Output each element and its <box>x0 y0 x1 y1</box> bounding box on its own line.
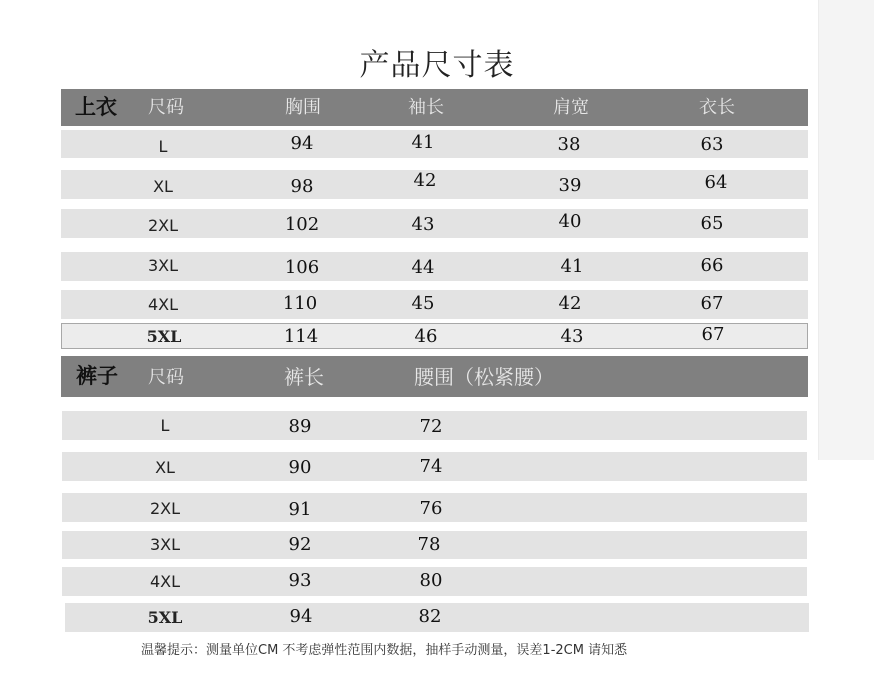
pants-header-length: 裤长 <box>284 365 324 389</box>
chest-cell: 110 <box>282 293 318 314</box>
length-cell: 67 <box>700 293 724 314</box>
waist-cell: 72 <box>419 416 443 437</box>
size-cell: L <box>160 416 170 435</box>
length-cell: 66 <box>700 255 724 276</box>
table-row <box>61 170 808 199</box>
pants-length-cell: 91 <box>288 499 312 520</box>
table-row <box>65 603 809 632</box>
tops-header-size: 尺码 <box>148 97 184 118</box>
sleeve-cell: 46 <box>414 326 438 347</box>
size-cell: 4XL <box>149 572 181 591</box>
tops-header-length: 衣长 <box>699 97 735 118</box>
chest-cell: 94 <box>290 133 314 154</box>
table-row <box>61 323 808 349</box>
pants-header-size: 尺码 <box>148 367 184 388</box>
size-cell: 4XL <box>147 295 179 314</box>
chest-cell: 98 <box>290 176 314 197</box>
table-row <box>61 290 808 319</box>
tops-category-label: 上衣 <box>75 95 117 119</box>
tops-header-sleeve: 袖长 <box>408 97 444 118</box>
shoulder-cell: 42 <box>558 293 582 314</box>
tops-header <box>61 89 808 126</box>
table-row <box>62 567 807 596</box>
waist-cell: 76 <box>419 498 443 519</box>
pants-length-cell: 94 <box>289 606 313 627</box>
sleeve-cell: 41 <box>411 132 435 153</box>
pants-length-cell: 89 <box>288 416 312 437</box>
pants-length-cell: 92 <box>288 534 312 555</box>
length-cell: 67 <box>701 324 725 345</box>
shoulder-cell: 41 <box>560 256 584 277</box>
size-cell: L <box>158 137 168 156</box>
table-row <box>61 209 808 238</box>
table-row <box>62 493 807 522</box>
length-cell: 64 <box>704 172 728 193</box>
chest-cell: 114 <box>283 326 319 347</box>
sleeve-cell: 43 <box>411 214 435 235</box>
table-row <box>62 531 807 559</box>
tops-header-shoulder: 肩宽 <box>553 97 589 118</box>
sleeve-cell: 45 <box>411 293 435 314</box>
pants-header <box>61 356 808 397</box>
size-cell: XL <box>153 177 173 196</box>
waist-cell: 74 <box>419 456 443 477</box>
shoulder-cell: 39 <box>558 175 582 196</box>
pants-length-cell: 90 <box>288 457 312 478</box>
size-cell: 3XL <box>147 256 179 275</box>
shoulder-cell: 43 <box>560 326 584 347</box>
waist-cell: 78 <box>417 534 441 555</box>
table-row <box>62 452 807 481</box>
length-cell: 63 <box>700 134 724 155</box>
shoulder-cell: 40 <box>558 211 582 232</box>
measurement-note: 温馨提示：测量单位CM 不考虑弹性范围内数据，抽样手动测量，误差1-2CM 请知悉 <box>141 643 628 658</box>
table-row <box>62 411 807 440</box>
chest-cell: 106 <box>284 257 320 278</box>
page-title: 产品尺寸表 <box>359 48 515 83</box>
pants-header-waist: 腰围（松紧腰） <box>414 365 554 389</box>
tops-header-chest: 胸围 <box>285 97 321 118</box>
waist-cell: 80 <box>419 570 443 591</box>
size-cell: 2XL <box>149 499 181 518</box>
size-cell: 5XL <box>147 608 183 627</box>
waist-cell: 82 <box>418 606 442 627</box>
size-cell: 5XL <box>146 327 182 346</box>
sleeve-cell: 44 <box>411 257 435 278</box>
table-row <box>61 130 808 158</box>
size-cell: XL <box>155 458 175 477</box>
size-cell: 3XL <box>149 535 181 554</box>
chest-cell: 102 <box>284 214 320 235</box>
pants-length-cell: 93 <box>288 570 312 591</box>
sleeve-cell: 42 <box>413 170 437 191</box>
table-row <box>61 252 808 281</box>
pants-category-label: 裤子 <box>76 364 118 388</box>
length-cell: 65 <box>700 213 724 234</box>
shoulder-cell: 38 <box>557 134 581 155</box>
size-cell: 2XL <box>147 216 179 235</box>
